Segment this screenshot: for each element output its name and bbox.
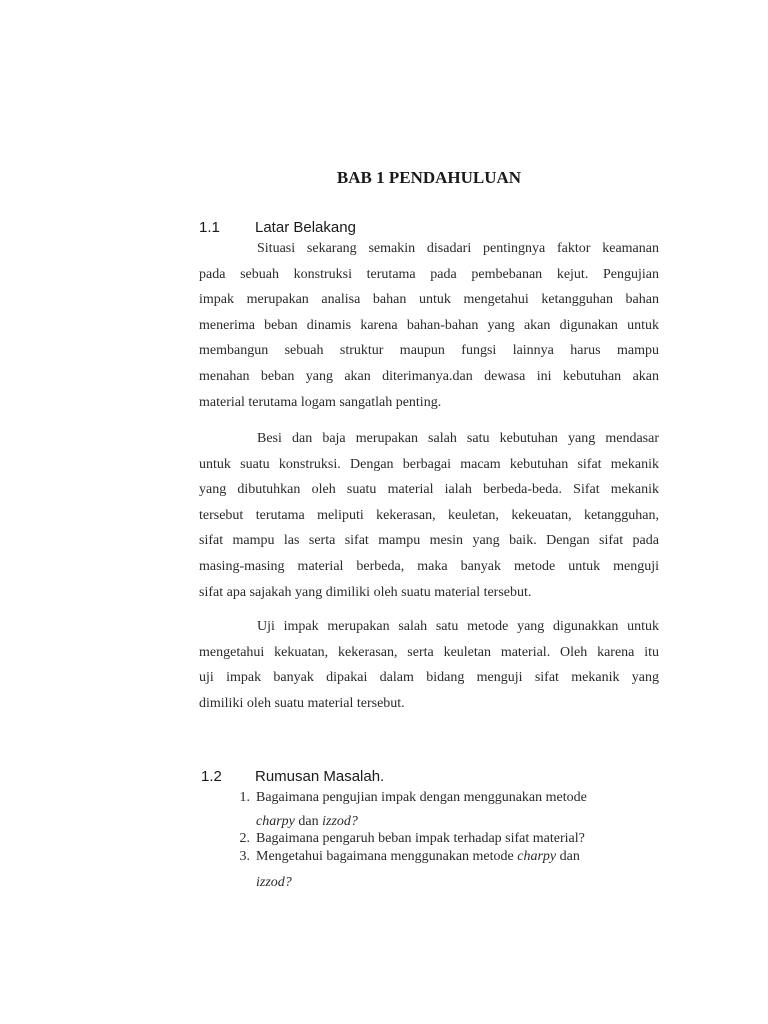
section-title: Rumusan Masalah.: [255, 768, 385, 785]
paragraph-line: Uji impak merupakan salah satu metode yang digunakkan untuk: [257, 619, 659, 634]
paragraph-line: untuk suatu konstruksi. Dengan berbagai macam kebutuhan sifat mekanik: [199, 456, 659, 472]
paragraph-line: sifat mampu las serta sifat mampu mesin yang baik. Dengan sifat pada: [199, 533, 659, 549]
paragraph-3: [199, 614, 659, 716]
paragraph-line: menerima beban dinamis karena bahan-bahan yang akan digunakan untuk: [199, 317, 659, 333]
section-number: 1.1: [199, 219, 220, 236]
paragraph-line: Situasi sekarang semakin disadari pentingnya faktor keamanan: [257, 241, 659, 256]
paragraph-line: impak merupakan analisa bahan untuk mengetahui ketangguhan bahan: [199, 292, 659, 308]
paragraph-line: sifat apa sajakah yang dimiliki oleh suatu material tersebut.: [199, 584, 532, 600]
paragraph-line: membangun sebuah struktur maupun fungsi lainnya harus mampu: [199, 343, 659, 359]
italic-term: charpy: [517, 849, 557, 864]
chapter-title: BAB 1 PENDAHULUAN: [336, 168, 522, 187]
paragraph-line: menahan beban yang akan diterimanya.dan dewasa ini kebutuhan akan: [199, 368, 659, 384]
list-number: 1.: [239, 790, 250, 805]
paragraph-line: tersebut terutama meliputi kekerasan, keuletan, kekeuatan, ketangguhan,: [199, 507, 659, 523]
list-number: 2.: [239, 831, 250, 846]
list-text: dan: [294, 814, 323, 829]
italic-term: izzod?: [256, 875, 292, 890]
paragraph-line: uji impak banyak dipakai dalam bidang menguji sifat mekanik yang: [199, 670, 659, 686]
list-text-part: dan: [556, 849, 580, 864]
list-text-part: Mengetahui bagaimana menggunakan metode: [256, 849, 518, 864]
section-title: Latar Belakang: [255, 219, 356, 236]
italic-term: charpy: [256, 814, 295, 829]
list-item-continuation: [256, 875, 292, 891]
paragraph-2: [199, 426, 659, 605]
italic-term: izzod?: [322, 814, 358, 829]
paragraph-line: yang dibutuhkan oleh suatu material ialah berbeda-beda. Sifat mekanik: [199, 482, 659, 498]
paragraph-1: [199, 236, 659, 415]
paragraph-line: pada sebuah konstruksi terutama pada pembebanan kejut. Pengujian: [199, 266, 659, 282]
list-number: 3.: [239, 849, 250, 864]
paragraph-line: dimiliki oleh suatu material tersebut.: [199, 695, 405, 711]
paragraph-line: mengetahui kekuatan, kekerasan, serta keuletan material. Oleh karena itu: [199, 644, 659, 660]
paragraph-line: Besi dan baja merupakan salah satu kebutuhan yang mendasar: [257, 431, 659, 446]
list-item-continuation: [256, 814, 358, 830]
paragraph-line: material terutama logam sangatlah penting.: [199, 394, 442, 410]
list-text: Bagaimana pengujian impak dengan menggunakan metode: [256, 790, 587, 805]
list-text: [256, 849, 580, 865]
paragraph-line: masing-masing material berbeda, maka banyak metode untuk menguji: [199, 558, 659, 574]
section-number: 1.2: [201, 768, 222, 785]
list-text: Bagaimana pengaruh beban impak terhadap sifat material?: [256, 831, 585, 846]
